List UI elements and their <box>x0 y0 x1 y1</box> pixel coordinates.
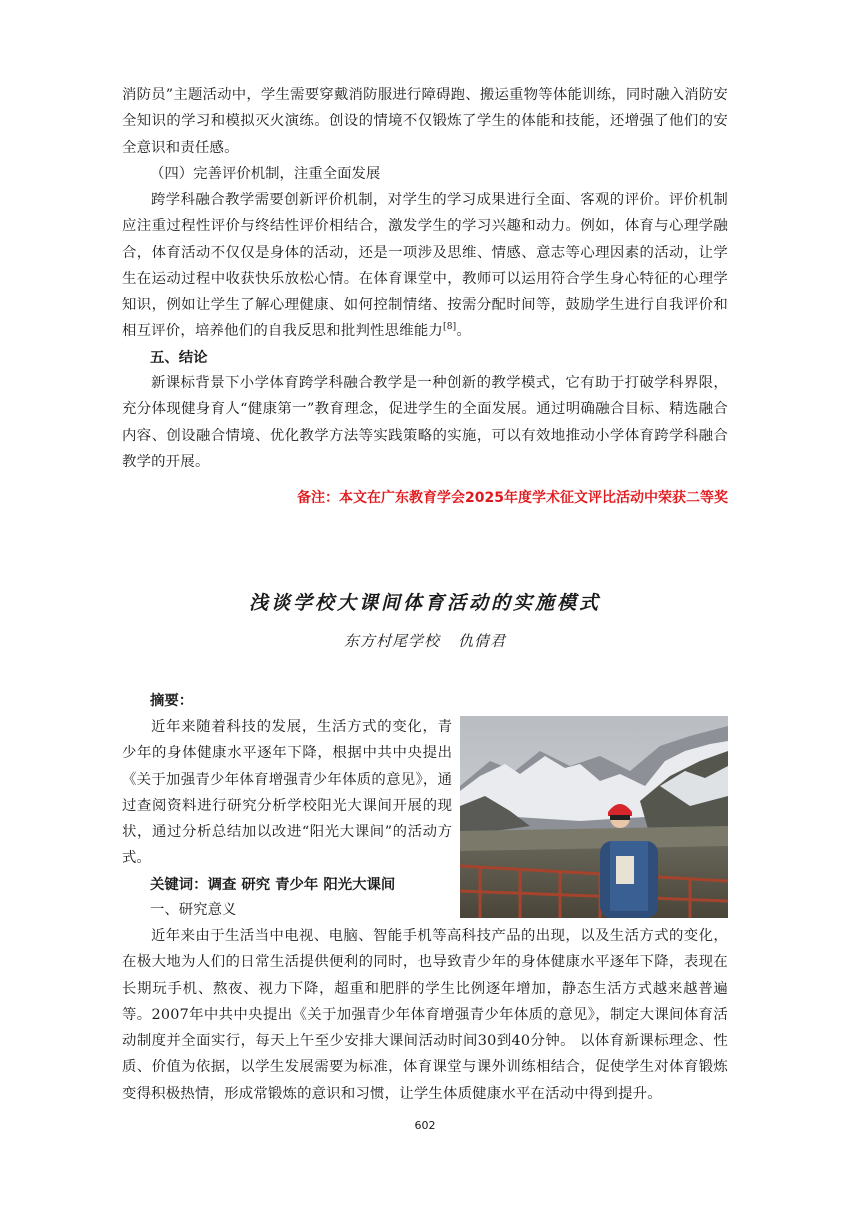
abstract-body: 近年来随着科技的发展，生活方式的变化，青少年的身体健康水平逐年下降，根据中共中央提出《关于加强青少年体育增强青少年体质的意见》，通过查阅资料进行研究分析学校阳光大课间开展的现状，通过分析总结加以改进“阳光大课间”的活动方式。 <box>122 719 452 867</box>
abstract-label: 摘要： <box>150 693 194 709</box>
section4-body-text: 跨学科融合教学需要创新评价机制，对学生的学习成果进行全面、客观的评价。评价机制应注重过程性评价与终结性评价相结合，激发学生的学习兴趣和动力。例如，体育与心理学融合，体育活动不仅仅是身体的活动，还是一项涉及思维、情感、意志等心理因素的活动，让学生在运动过程中收获快乐放松心情。在体育课堂中，教师可以运用符合学生身心特征的心理学知识，例如让学生了解心理健康、如何控制情绪、按需分配时间等，鼓励学生进行自我评价和相互评价，培养他们的自我反思和批判性思维能力 <box>122 192 728 340</box>
section4-body <box>122 187 728 345</box>
continued-paragraph: 消防员”主题活动中，学生需要穿戴消防服进行障碍跑、搬运重物等体能训练，同时融入消防安全知识的学习和模拟灭火演练。创设的情境不仅锻炼了学生的体能和技能，还增强了他们的安全意识和责任感。 <box>122 87 728 156</box>
section1-heading: 一、研究意义 <box>150 902 237 918</box>
section4-body-end: 。 <box>456 323 471 340</box>
reference-marker: [8] <box>443 322 457 333</box>
author-name: 仇倩君 <box>458 632 507 650</box>
author-photo <box>460 716 728 918</box>
author-line <box>0 630 850 651</box>
award-note: 备注：本文在广东教育学会2025年度学术征文评比活动中荣获二等奖 <box>297 490 728 506</box>
section4-heading: （四）完善评价机制，注重全面发展 <box>150 166 381 182</box>
article-title: 浅谈学校大课间体育活动的实施模式 <box>248 592 601 614</box>
page-number: 602 <box>414 1119 436 1132</box>
section1-body: 近年来由于生活当中电视、电脑、智能手机等高科技产品的出现，以及生活方式的变化，在极大地为人们的日常生活提供便利的同时，也导致青少年的身体健康水平逐年下降，表现在长期玩手机、熬夜、视力下降，超重和肥胖的学生比例逐年增加，静态生活方式越来越普遍等。2007年中共中央提出《关于加强青少年体育增强青少年体质的意见》，制定大课间体育活动制度并全面实行，每天上午至少安排大课间活动时间30到40分钟。 以体育新课标理念、性质、价值为依据，以学生发展需要为标准，体育课堂与课外训练相结合，促使学生对体育锻炼变得积极热情，形成常锻炼的意识和习惯，让学生体质健康水平在活动中得到提升。 <box>122 928 728 1102</box>
author-school: 东方村尾学校 <box>343 632 440 650</box>
conclusion-body: 新课标背景下小学体育跨学科融合教学是一种创新的教学模式，它有助于打破学科界限，充分体现健身育人“健康第一”教育理念，促进学生的全面发展。通过明确融合目标、精选融合内容、创设融合情境、优化教学方法等实践策略的实施，可以有效地推动小学体育跨学科融合教学的开展。 <box>122 375 728 470</box>
conclusion-heading: 五、结论 <box>150 350 208 366</box>
keywords-line: 关键词：调查 研究 青少年 阳光大课间 <box>150 877 396 893</box>
